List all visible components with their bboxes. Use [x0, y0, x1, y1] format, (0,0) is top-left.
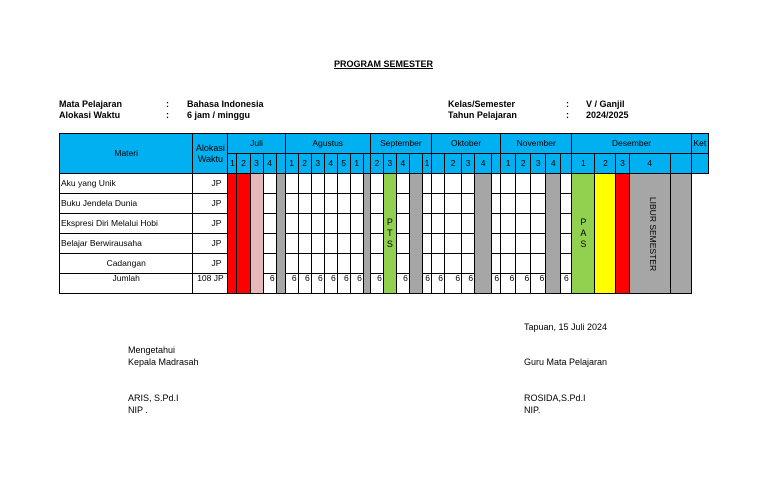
week-header: 2	[298, 154, 311, 174]
total-cell: 6	[445, 274, 462, 294]
week-spacer	[409, 154, 422, 174]
materi-cell: Belajar Berwirausaha	[60, 234, 193, 254]
blocked-cell	[475, 174, 492, 294]
week-header: 3	[531, 154, 546, 174]
week-spacer	[276, 154, 285, 174]
holiday-cell	[228, 174, 237, 294]
month-agustus: Agustus	[285, 134, 370, 154]
month-oktober: Oktober	[431, 134, 500, 154]
week-header: 2	[595, 154, 616, 174]
week-header: 1	[422, 154, 431, 174]
week-header: 4	[475, 154, 492, 174]
week-header: 4	[629, 154, 670, 174]
total-cell: 6	[263, 274, 276, 294]
month-november: November	[501, 134, 572, 154]
total-cell: 6	[516, 274, 531, 294]
week-header: 1	[572, 154, 595, 174]
total-cell: 6	[462, 274, 475, 294]
subject-label: Mata Pelajaran	[59, 99, 123, 109]
total-label: Jumlah	[60, 274, 193, 294]
holiday-cell	[237, 174, 250, 294]
header-materi: Materi	[60, 134, 193, 174]
colon: :	[566, 99, 569, 109]
total-cell: 6	[561, 274, 572, 294]
total-cell: 6	[492, 274, 501, 294]
total-cell: 6	[324, 274, 337, 294]
week-header: 3	[616, 154, 629, 174]
week-header: 4	[263, 154, 276, 174]
mpls-cell	[250, 174, 263, 294]
teacher-name: ROSIDA,S.Pd.I	[524, 393, 586, 403]
class-value: V / Ganjil	[586, 99, 625, 109]
total-cell: 6	[422, 274, 431, 294]
week-spacer	[670, 154, 691, 174]
total-jp: 108 JP	[193, 274, 228, 294]
year-label: Tahun Pelajaran	[448, 110, 517, 120]
teacher-title: Guru Mata Pelajaran	[524, 357, 608, 367]
teacher-nip: NIP.	[524, 405, 541, 415]
total-cell: 6	[311, 274, 324, 294]
week-header: 4	[324, 154, 337, 174]
header-alokasi: Alokasi Waktu	[193, 134, 228, 174]
week-header: 1	[501, 154, 516, 174]
materi-cell: Cadangan	[60, 254, 193, 274]
month-desember: Desember	[572, 134, 691, 154]
materi-cell: Ekspresi Diri Melalui Hobi	[60, 214, 193, 234]
header-ket: Ket	[691, 134, 708, 154]
jp-cell: JP	[193, 194, 228, 214]
colon: :	[166, 110, 169, 120]
pts-cell: P T S	[383, 174, 396, 294]
total-cell: 6	[531, 274, 546, 294]
jp-cell: JP	[193, 214, 228, 234]
total-cell: 6	[370, 274, 383, 294]
acknowledged-label: Mengetahui	[128, 345, 176, 355]
place-date: Tapuan, 15 Juli 2024	[524, 322, 608, 332]
week-header: 2	[370, 154, 383, 174]
month-september: September	[370, 134, 431, 154]
total-cell: 6	[501, 274, 516, 294]
ket-cell	[670, 174, 691, 294]
page-title: PROGRAM SEMESTER	[334, 59, 434, 69]
year-value: 2024/2025	[586, 110, 629, 120]
subject-value: Bahasa Indonesia	[187, 99, 264, 109]
blocked-cell	[409, 174, 422, 294]
principal-nip: NIP .	[128, 405, 148, 415]
total-cell: 6	[285, 274, 298, 294]
month-juli: Juli	[228, 134, 285, 154]
principal-name: ARIS, S.Pd.I	[128, 393, 179, 403]
week-spacer	[363, 154, 370, 174]
week-header: 2	[445, 154, 462, 174]
colon: :	[566, 110, 569, 120]
total-cell: 6	[350, 274, 363, 294]
total-cell: 6	[396, 274, 409, 294]
class-label: Kelas/Semester	[448, 99, 516, 109]
week-header: 3	[311, 154, 324, 174]
week-header: 4	[546, 154, 561, 174]
total-cell: 6	[298, 274, 311, 294]
week-spacer	[492, 154, 501, 174]
pas-cell: P A S	[572, 174, 595, 294]
blocked-cell	[363, 174, 370, 294]
week-header: 4	[396, 154, 409, 174]
pas-yellow-cell	[595, 174, 616, 294]
week-header: 5	[337, 154, 350, 174]
week-header: 2	[516, 154, 531, 174]
jp-cell: JP	[193, 254, 228, 274]
blocked-cell	[546, 174, 561, 294]
week-header: 1	[228, 154, 237, 174]
alloc-value: 6 jam / minggu	[187, 110, 251, 120]
jp-cell: JP	[193, 234, 228, 254]
materi-cell: Buku Jendela Dunia	[60, 194, 193, 214]
blocked-cell	[276, 174, 285, 294]
week-header: 3	[383, 154, 396, 174]
week-header: 1	[285, 154, 298, 174]
week-spacer	[431, 154, 444, 174]
week-header: 3	[250, 154, 263, 174]
week-spacer	[561, 154, 572, 174]
alloc-label: Alokasi Waktu	[59, 110, 121, 120]
ket-spacer	[691, 154, 708, 174]
materi-cell: Aku yang Unik	[60, 174, 193, 194]
total-cell: 6	[337, 274, 350, 294]
jp-cell: JP	[193, 174, 228, 194]
principal-title: Kepala Madrasah	[128, 357, 199, 367]
week-header: 3	[462, 154, 475, 174]
week-header: 2	[237, 154, 250, 174]
colon: :	[166, 99, 169, 109]
semester-program-table	[59, 133, 709, 294]
libur-semester-cell: LIBUR SEMESTER	[616, 174, 629, 294]
total-cell: 6	[431, 274, 444, 294]
week-header: 1	[350, 154, 363, 174]
